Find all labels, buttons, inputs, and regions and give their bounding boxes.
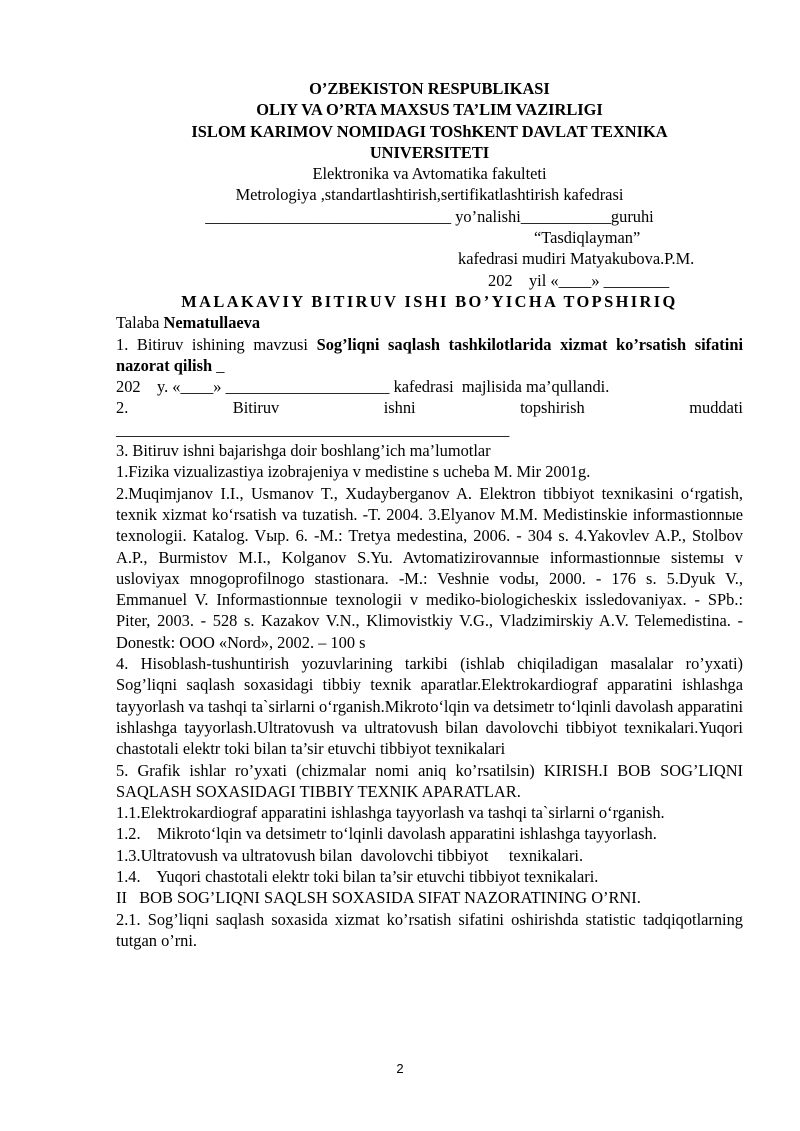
chapter-2-heading: II BOB SOG’LIQNI SAQLSH SOXASIDA SIFAT NAZORATINING O’RNI. — [116, 888, 641, 908]
section-1-2: 1.2. Mikroto‘lqin va detsimetr to‘lqinli davolash apparatini ishlashga tayyorlash. — [116, 824, 657, 844]
source-data-heading: 3. Bitiruv ishni bajarishga doir boshlang’ich ma’lumotlar — [116, 441, 491, 461]
topic-prefix: 1. Bitiruv ishining mavzusi — [116, 334, 317, 354]
faculty-name: Elektronika va Avtomatika fakulteti — [312, 164, 547, 184]
topic-suffix: _ — [212, 355, 225, 375]
ministry-heading: OLIY VA O’RTA MAXSUS TA’LIM VAZIRLIGI — [256, 100, 603, 120]
department-name: Metrologiya ,standartlashtirish,sertifikatlashtirish kafedrasi — [235, 185, 624, 205]
document-page — [116, 78, 743, 951]
graphic-works-list: 5. Grafik ishlar ro’yxati (chizmalar nomi aniq ko’rsatilsin) KIRISH.I BOB SOG’LIQNI SAQLASH SOXASIDAGI TIBBIY TEXNIK APARATLAR. — [116, 760, 743, 801]
section-1-1: 1.1.Elektrokardiograf apparatini ishlashga tayyorlash va tashqi ta`sirlarni o‘rganish. — [116, 803, 665, 823]
university-heading-cont: UNIVERSITETI — [369, 142, 490, 162]
section-1-4: 1.4. Yuqori chastotali elektr toki bilan ta’sir etuvchi tibbiyot texnikalari. — [116, 866, 599, 886]
references-list: 2.Muqimjanov I.I., Usmanov T., Xudayberganov A. Elektron tibbiyot texnikasini o‘rgatish, texnik xizmat ko‘rsatish va tuzatish. -T. 2004. 3.Elyanov M.M. Medistinskie informastionnыe texnologii. Katalog. Vыp. 6. -M.: Tretya medestina, 2006. - 304 s. 4.Yakovlev A.P., Stolbov A.P., Burmistov M.I., Kolganov S.Yu. Avtomatizirovannыe informastionnыe sistemы v usloviyax mnogoprofilnogo stastionara. -M.: Veshnie vodы, 2000. - 176 s. 5.Dyuk V., Emmanuel V. Informastionnыe texnologii v mediko-biologicheskix issledovaniyax. - SPb.: Piter, 2003. - 528 s. Kazakov V.N., Klimovistkiy V.G., Vladzimirskiy A.V. Telemedistina. -Donestk: OOO «Nord», 2002. – 100 s — [116, 483, 743, 652]
section-1-3: 1.3.Ultratovush va ultratovush bilan davolovchi tibbiyot texnikalari. — [116, 845, 584, 865]
page-number: 2 — [396, 1061, 404, 1076]
approved-line: 202 y. «____» ____________________ kafedrasi majlisida ma’qullandi. — [116, 377, 610, 397]
deadline-word-3: topshirish — [520, 398, 585, 418]
deadline-word-4: muddati — [689, 398, 743, 418]
university-heading: ISLOM KARIMOV NOMIDAGI TOShKENT DAVLAT TEXNIKA — [191, 121, 668, 141]
deadline-num: 2. — [116, 398, 129, 418]
approval-date: 202 yil «____» ________ — [488, 270, 670, 290]
deadline-word-2: ishni — [383, 398, 416, 418]
reference-1: 1.Fizika vizualizastiya izobrajeniya v medistine s ucheba M. Mir 2001g. — [116, 462, 591, 482]
deadline-blank: ________________________________________________ — [116, 419, 510, 439]
approval-label: “Tasdiqlayman” — [534, 228, 641, 248]
deadline-word-1: Bitiruv — [232, 398, 280, 418]
student-name: Nematullaeva — [163, 313, 261, 333]
explanatory-note-contents: 4. Hisoblash-tushuntirish yozuvlarining tarkibi (ishlab chiqiladigan masalalar ro’yxati) Sog’liqni saqlash soxasidagi tibbiy texnik aparatlar.Elektrokardiograf apparatini ishlashga tayyorlash va tashqi ta`sirlarni o‘rganish.Mikroto‘lqin va detsimetr to‘lqinli davolash apparatini ishlashga tayyorlash.Ultratovush va ultratovush bilan davolovchi tibbiyot texnikalari.Yuqori chastotali elektr toki bilan ta’sir etuvchi tibbiyot texnikalari — [116, 654, 743, 759]
approval-head: kafedrasi mudiri Matyakubova.P.M. — [458, 249, 695, 269]
section-2-1: 2.1. Sog’liqni saqlash soxasida xizmat ko’rsatish sifatini oshirishda statistic tadqiqotlarning tutgan o’rni. — [116, 909, 743, 950]
student-row — [116, 312, 743, 333]
direction-group-row: ______________________________ yo’nalishi___________guruhi — [205, 206, 654, 226]
student-label: Talaba — [116, 313, 164, 333]
topic-paragraph — [116, 334, 743, 377]
republic-heading: O’ZBEKISTON RESPUBLIKASI — [309, 79, 550, 98]
topic-text: Sog’liqni saqlash tashkilotlarida xizmat ko’rsatish sifatini nazorat qilish — [116, 334, 743, 375]
deadline-row — [116, 397, 743, 418]
document-title: MALAKAVIY BITIRUV ISHI BO’YICHA TOPSHIRIQ — [181, 291, 678, 311]
